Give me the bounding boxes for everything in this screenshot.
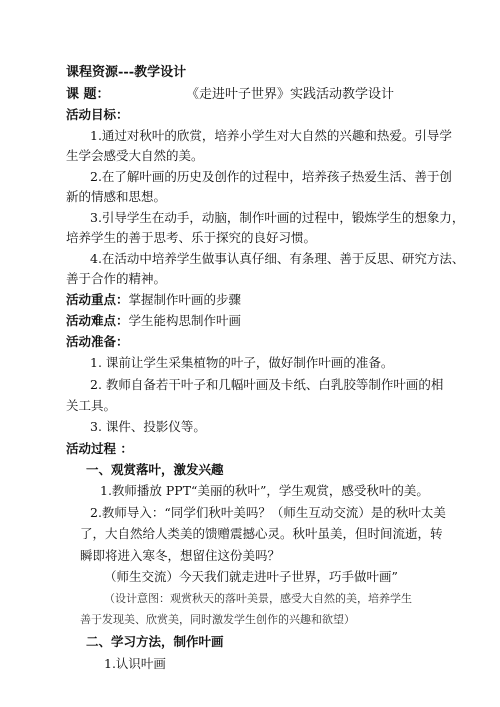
- section-1-line-3: 了，大自然给人类美的馈赠震撼心灵。秋叶虽美，但时间流逝，转: [80, 526, 443, 541]
- section-2-line-1: 1.认识叶画: [104, 656, 166, 671]
- objective-4-line-2: 善于合作的精神。: [66, 271, 167, 286]
- objective-3-line-2: 培养学生的善于思考、乐于探究的良好习惯。: [66, 230, 317, 245]
- section-1-line-1: 1.教师播放 PPT“美丽的秋叶”，学生观赏，感受秋叶的美。: [100, 483, 429, 498]
- topic-value: 《走进叶子世界》实践活动教学设计: [186, 87, 395, 102]
- section-2-heading: 二、学习方法，制作叶画: [86, 634, 224, 649]
- objective-3-line-1: 3.引导学生在动手，动脑，制作叶画的过程中，锻炼学生的想象力，: [90, 210, 465, 225]
- section-1-line-4: 瞬即将进入寒冬，想留住这份美吗？: [80, 548, 281, 563]
- section-1-heading: 一、观赏落叶，激发兴趣: [86, 462, 224, 477]
- difficulty-row: [66, 312, 241, 330]
- preparation-item-2-cont: 关工具。: [66, 398, 117, 413]
- key-point-row: [66, 291, 241, 309]
- objective-2-line-1: 2.在了解叶画的历史及创作的过程中，培养孩子热爱生活、善于创: [90, 169, 452, 184]
- objective-1-line-2: 生学会感受大自然的美。: [66, 148, 204, 163]
- key-point-value: 掌握制作叶画的步骤: [128, 292, 242, 307]
- key-point-label: 活动重点：: [66, 292, 129, 307]
- difficulty-value: 学生能构思制作叶画: [128, 313, 242, 328]
- design-intent-line-2: 善于发现美、欣赏美，同时激发学生创作的兴趣和欲望）: [80, 613, 355, 626]
- section-1-line-2: 2.教师导入：“同学们秋叶美吗？（师生互动交流）是的秋叶太美: [90, 505, 446, 520]
- topic-label: 课 题：: [66, 87, 110, 102]
- preparation-item-1: 1. 课前让学生采集植物的叶子，做好制作叶画的准备。: [90, 355, 394, 370]
- objective-2-line-2: 新的情感和思想。: [66, 189, 167, 204]
- preparation-item-3: 3. 课件、投影仪等。: [90, 419, 206, 434]
- difficulty-label: 活动难点：: [66, 313, 129, 328]
- resource-title: 课程资源---教学设计: [66, 65, 187, 80]
- design-intent-line-1: （设计意图：观赏秋天的落叶美景，感受大自然的美，培养学生: [104, 592, 412, 605]
- preparation-label: 活动准备：: [66, 334, 129, 349]
- section-1-line-5: （师生交流）今天我们就走进叶子世界，巧手做叶画”: [104, 569, 398, 584]
- objective-4-line-1: 4.在活动中培养学生做事认真仔细、有条理、善于反思、研究方法、: [90, 251, 465, 266]
- process-label: 活动过程 ：: [66, 441, 133, 456]
- objectives-label: 活动目标：: [66, 107, 129, 122]
- objective-1-line-1: 1.通过对秋叶的欣赏，培养小学生对大自然的兴趣和热爱。引导学: [90, 128, 452, 143]
- preparation-item-2: 2. 教师自备若干叶子和几幅叶画及卡纸、白乳胶等制作叶画的相: [90, 377, 444, 392]
